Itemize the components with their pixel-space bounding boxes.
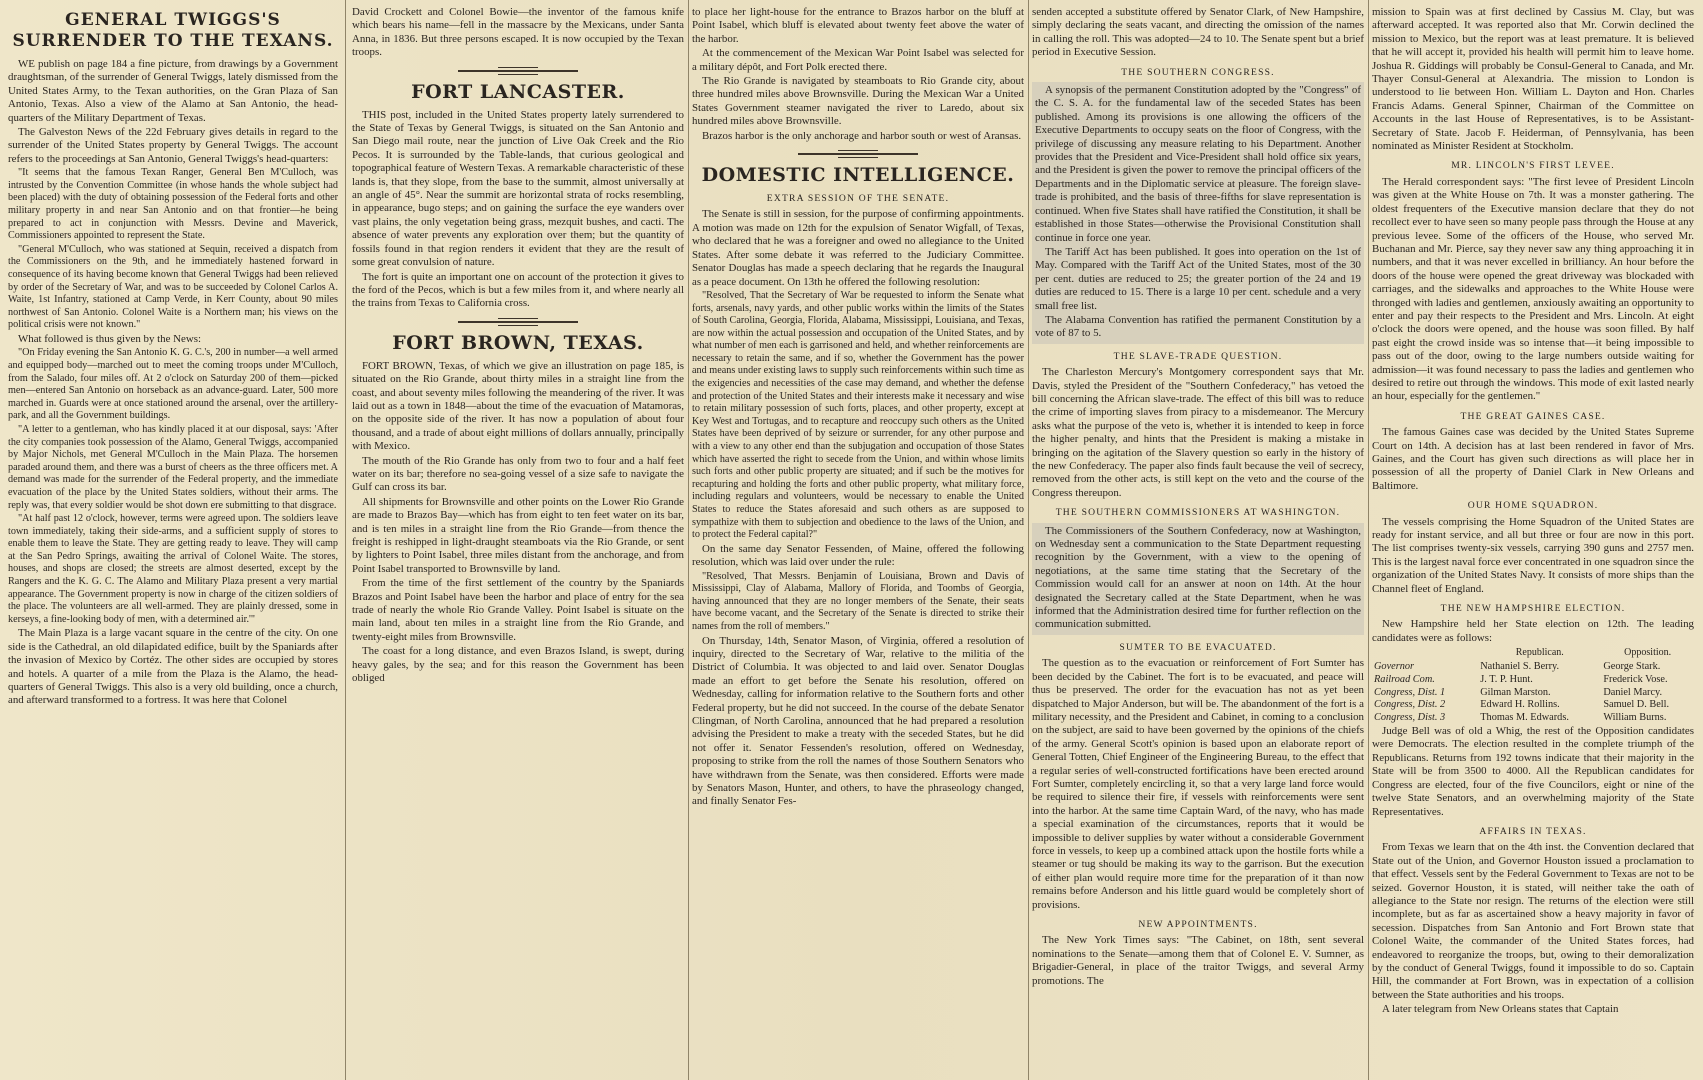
article-paragraph: The Herald correspondent says: "The first levee of President Lincoln was given at the White House on 7th. It was a monster gathering. The oldest frequenters of the Executive mansion declare that they do not recollect ever to have seen so many people pass through the House at any previous levee. Some of the officers of the House, who served Mr. Buchanan and Mr. Pierce, say they never saw any thing approaching it in numbers, and that it was never excelled in brilliancy. An hour before the doors of the house were opened the great driveway was blockaded with carriages, and the sidewalks and approaches to the White House were thronged with ladies and gentlemen, anxiously awaiting an opportunity to enter and pay their respects to the President and Mrs. Lincoln. At eight o'clock the doors were opened, and the house was soon filled. By half past eight the crowd inside was so intense that—it being impossible to pass out of the door, owing to the large numbers outside waiting for admission—it was found necessary to pass the ladies and gentlemen who desired to retire out through the windows. This mode of exit lasted nearly an hour, especially for the gentlemen.": [1372, 175, 1694, 403]
article-paragraph: The mouth of the Rio Grande has only from two to four and a half feet water on its bar; therefore no sea-going vessel of a size safe to navigate the Gulf can cross its bar.: [352, 454, 684, 494]
headline-twiggs-surrender: GENERAL TWIGGS'S SURRENDER TO THE TEXANS.: [12, 10, 334, 51]
article-paragraph: Brazos harbor is the only anchorage and harbor south or west of Aransas.: [702, 129, 1022, 142]
article-paragraph: The Tariff Act has been published. It goes into operation on the 1st of May. Compared with the Tariff Act of the United States, most of the 30 per cent. duties are reduced to 25; the greater portion of the 24 and 19 duties are reduced to 15. There is a large 10 per cent. schedule and a very small free list.: [1035, 245, 1361, 312]
article-paragraph: The Main Plaza is a large vacant square in the centre of the city. On one side is the Cathedral, an old dilapidated edifice, built by the Spaniards after the invasion of Mexico by Cortéz. The other sides are occupied by stores and hotels. A quarter of a mile from the Plaza is the Alamo, the head-quarters of General Twiggs. This also is a very old building, once a church, and afterward transformed to a fortress. It was here that Colonel: [8, 627, 338, 707]
section-divider: [458, 321, 578, 323]
article-paragraph: New Hampshire held her State election on 12th. The leading candidates were as follows:: [1372, 618, 1694, 644]
column-3: [692, 6, 1024, 1074]
candidate-cell: Daniel Marcy.: [1603, 686, 1663, 698]
subheading-southern-commissioners: THE SOUTHERN COMMISSIONERS AT WASHINGTON.: [1055, 507, 1341, 519]
candidates-table: [1372, 646, 1694, 725]
column-5: [1372, 6, 1694, 1074]
article-paragraph: On the same day Senator Fessenden, of Maine, offered the following resolution, which was laid over under the rule:: [692, 542, 1024, 569]
headline-domestic-intelligence: DOMESTIC INTELLIGENCE.: [701, 164, 1015, 187]
office-cell: Governor: [1374, 661, 1415, 673]
article-paragraph: A synopsis of the permanent Constitution adopted by the "Congress" of the C. S. A. for the fundamental law of the seceded States has been published. Among its provisions is one allowing the officers of the Executive Departments to occupy seats on the floor of Congress, with the privilege of discussing any measure relating to his Department. Another provides that the President and Vice-President shall hold office six years, and the President is given the power to remove the principal officers of the Departments and in the Diplomatic service at pleasure. The foreign slave-trade is prohibited, and the basis of three-fifths for slave representation is continued. When five States shall have ratified the Constitution, it shall be established in those States—otherwise the Provisional Constitution shall continue in force one year.: [1035, 84, 1361, 244]
subheading-extra-session: EXTRA SESSION OF THE SENATE.: [766, 193, 950, 205]
office-cell: Congress, Dist. 2: [1374, 699, 1446, 711]
quoted-paragraph: "Resolved, That the Secretary of War be requested to inform the Senate what forts, arsenals, navy yards, and other public works within the limits of the States of South Carolina, Georgia, Florida, Alabama, Mississippi, Louisiana, and Texas, are now within the actual possession and occupation of the United States, and by what number of men each is garrisoned and held, and whether reinforcements are necessary to retain the same, and if so, whether the Government has the power and means under existing laws to supply such reinforcements within such time as the exigencies and necessities of the case may demand, and whether the defense and protection of the United States and their interests make it necessary and wise to retain military possession of such forts, places, and other property, except at Key West and Tortugas, and to recapture and reoccupy such others as the United States have been deprived of by seizure or surrender, for any other purpose and with a view to any other end than the subjugation and occupation of those States which have asserted the right to secede from the Union, and within whose limits such forts and other public property are situated; and if such be the motives for recapturing and holding the forts and other public property, what military force, including regulars and volunteers, would be necessary to enable the United States to reduce the States aforesaid and such others as are supposed to sympathize with them to subjection and obedience to the laws of the Union, and to protect the Federal capital?": [692, 289, 1024, 541]
candidate-cell: Frederick Vose.: [1603, 673, 1668, 685]
office-cell: Railroad Com.: [1374, 673, 1435, 685]
subheading-southern-congress: THE SOUTHERN CONGRESS.: [1121, 66, 1275, 78]
article-paragraph: WE publish on page 184 a fine picture, from drawings by a Government draughtsman, of the surrender of General Twiggs, lately dismissed from the United States Army, to the Texan authorities, on the Gran Plaza of San Antonio, Texas. Also a view of the Alamo at San Antonio, the head-quarters of the Military Department of Texas.: [8, 58, 338, 124]
article-paragraph: THIS post, included in the United States property lately surrendered to the State of Texas by General Twiggs, is situated on the San Antonio and San Diego mail route, near the junction of Live Oak Creek and the Rio Pecos. It is surrounded by the Table-lands, that curious geological and topographical feature of Western Texas. A remarkable characteristic of these lands is, that they slope, from the base to the summit, almost universally at an angle of 45°. Near the summit are horizontal strata of rocks resembling, in appearance, bugo steps; and on gaining the surface the eye wanders over vast plains, the only vegetation being grass, mezquit bushes, and cacti. The absence of water prevents any exploration over them; but the quantity of fossils found in that region renders it evident that they are the result of some great convulsion of nature.: [352, 108, 684, 269]
article-paragraph: The fort is quite an important one on account of the protection it gives to the ford of the Pecos, which is but a few miles from it, and where nearly all the trains from Texas to California cross.: [352, 270, 684, 310]
article-paragraph: From the time of the first settlement of the country by the Spaniards Brazos and Point Isabel have been the harbor and place of entry for the sea trade of nearly the whole Rio Grande Valley. Point Isabel is situate on the main land, about ten miles in a straight line from the Rio Grande, and twenty-eight miles from Brownsville.: [352, 577, 684, 643]
article-paragraph: The Galveston News of the 22d February gives details in regard to the surrender of the United States property by General Twiggs. The account refers to the proceedings at San Antonio, General Twiggs's head-quarters:: [8, 126, 338, 165]
article-paragraph: The Commissioners of the Southern Confederacy, now at Washington, on Wednesday sent a communication to the State Department requesting recognition by the Government, with a view to the opening of negotiations, at the same time stating that the Secretary of the Commission would call for an answer at noon on 14th. At the hour designated the Secretary called at the State Department, when he was informed that the Administration desired time for further reflection on the communication submitted.: [1035, 524, 1361, 631]
office-cell: Congress, Dist. 1: [1374, 686, 1446, 698]
table-header-cell: [1372, 646, 1478, 661]
article-paragraph: Judge Bell was of old a Whig, the rest of the Opposition candidates were Democrats. The election resulted in the complete triumph of the Republicans. Returns from 192 towns indicate that their majority in the State will be from 3500 to 4000. All the Republican candidates for Congress are elected, four of the five Councilors, eight or nine of the twelve State Senators, and an overwhelming majority of the State Representatives.: [1372, 725, 1694, 818]
article-paragraph: The Senate is still in session, for the purpose of confirming appointments. A motion was made on 12th for the expulsion of Senator Wigfall, of Texas, who declared that he was a foreigner and owed no allegiance to the United States. After some debate it was referred to the Judiciary Committee. Senator Douglas has made a speech declaring that he regards the Inaugural as a peace document. On 13th he offered the following resolution:: [692, 208, 1024, 288]
column-rule: [688, 0, 689, 1080]
article-paragraph: The coast for a long distance, and even Brazos Island, is swept, during heavy gales, by the sea; and for this reason the Government has been obliged: [352, 645, 684, 685]
column-1: [8, 6, 338, 1074]
table-row: [1372, 687, 1694, 700]
headline-fort-lancaster: FORT LANCASTER.: [411, 80, 625, 103]
article-paragraph: The Alabama Convention has ratified the permanent Constitution by a vote of 87 to 5.: [1035, 313, 1361, 340]
article-paragraph: On Thursday, 14th, Senator Mason, of Virginia, offered a resolution of inquiry, directed to the Secretary of War, relative to the militia of the District of Columbia. It was objected to and laid over. Senator Douglas made an effort to get before the Senate his resolution, offered on Wednesday, calling for information relative to the Southern forts and other Federal property, but he did not succeed. In the course of the debate Senator Clingman, of North Carolina, announced that he had prepared a resolution advising the President to make a treaty with the seceded States, but he did not offer it. Senator Fessenden's resolution, offered on Wednesday, proposing to strike from the roll the names of those Southern Senators who have withdrawn from the Senate, was then considered. Efforts were made by Senators Mason, Hunter, and others, to have the phraseology changed, and finally Senator Fes-: [692, 634, 1024, 808]
candidate-cell: George Stark.: [1603, 661, 1661, 673]
candidate-cell: Samuel D. Bell.: [1603, 699, 1670, 711]
article-paragraph: mission to Spain was at first declined by Cassius M. Clay, but was afterward accepted. It was reported also that Mr. Corwin declined the mission to Mexico, but the report was at least premature. It is believed that he will accept it, provided his health will permit him to leave home. Joshua R. Giddings will probably be Consul-General to Canada, and Mr. Thayer Consul-General at Alexandria. The mission to London is understood to lie between Hon. William L. Dayton and Hon. Charles Francis Adams. General Spinner, Chairman of the Committee on Accounts in the last House of Representatives, is to be Assistant-Secretary of State. Jacob F. Heiderman, of Pennsylvania, has been nominated as Minister Resident at Stockholm.: [1372, 6, 1694, 153]
subheading-new-appointments: NEW APPOINTMENTS.: [1138, 919, 1258, 930]
office-cell: Congress, Dist. 3: [1374, 712, 1446, 724]
candidate-cell: Thomas M. Edwards.: [1480, 712, 1569, 724]
subheading-affairs-texas: AFFAIRS IN TEXAS.: [1479, 825, 1587, 837]
column-4: [1032, 6, 1364, 1074]
candidate-cell: Gilman Marston.: [1480, 686, 1551, 698]
headline-fort-brown: FORT BROWN, TEXAS.: [392, 331, 644, 354]
article-paragraph: All shipments for Brownsville and other points on the Lower Rio Grande are made to Brazos Bay—which has from eight to ten feet water on its bar, and is ten miles in a straight line from the Rio Grande—from thence the freight is reshipped in light-draught steamboats via the Rio Grande, or sent by lighters to Point Isabel, three miles distant from the anchorage, and from Point Isabel transported to Brownsville by land.: [352, 495, 684, 575]
article-paragraph: The vessels comprising the Home Squadron of the United States are ready for instant service, and all but three or four are now in this port. The list comprises twenty-six vessels, carrying 390 guns and 2757 men. This is the largest naval force ever concentrated in one squadron since the organization of the United States Navy. It consists of more ships than the Channel fleet of England.: [1372, 515, 1694, 595]
candidate-cell: Edward H. Rollins.: [1480, 699, 1560, 711]
quoted-paragraph: "A letter to a gentleman, who has kindly placed it at our disposal, says: 'After the city companies took possession of the Alamo, General Twiggs, accompanied by Major Nichols, met General M'Culloch in the Main Plaza. The horsemen paraded around them, and there was a burst of cheers as the three officers met. A demand was made for the surrender of the Federal property, and the immediate evacuation of the place by the United States soldiers, without their arms. The reply was, that every soldier would be shot down ere submitting to that disgrace.: [8, 423, 338, 511]
quoted-paragraph: "General M'Culloch, who was stationed at Sequin, received a dispatch from the Commissioners on the 9th, and he immediately hastened forward in consequence of its having become known that General Twiggs had been relieved by order of the Secretary of War, and was to be succeeded by Colonel Carlos A. Waite, 1st Infantry, stationed at Camp Verde, in Kerr County, about 90 miles northwest of San Antonio. Colonel Waite is a Northern man; his views on the political crisis were not known.": [8, 243, 338, 331]
subheading-sumter: SUMTER TO BE EVACUATED.: [1119, 641, 1277, 653]
column-rule: [1028, 0, 1029, 1080]
article-paragraph: At the commencement of the Mexican War Point Isabel was selected for a military dépôt, and Fort Polk erected there.: [692, 47, 1024, 73]
article-paragraph: The famous Gaines case was decided by the United States Supreme Court on 14th. A decision has at last been rendered in favor of Mrs. Gaines, and the Court has given such directions as will place her in possession of all the property of Daniel Clark in New Orleans and Baltimore.: [1372, 426, 1694, 492]
article-paragraph: What followed is thus given by the News:: [18, 332, 201, 345]
candidate-cell: J. T. P. Hunt.: [1480, 673, 1533, 685]
table-header-row: [1372, 646, 1694, 661]
highlighted-block: [1032, 523, 1364, 635]
table-header-cell: Opposition.: [1624, 647, 1672, 659]
article-paragraph: The Charleston Mercury's Montgomery correspondent says that Mr. Davis, styled the President of the "Southern Confederacy," has vetoed the bill concerning the African slave-trade. The effect of this bill was to reduce the crime of importing slaves from piracy to a misdemeanor. The Mercury asks what the purpose of the veto is, whether it is intended to keep in force the higher penalty, and hints that the President is making a mistake in bringing on the agitation of the Slavery question so early in the history of the new Confederacy. The paper also finds fault because the veil of secrecy, removed from the other acts, is still kept on the veto and the course of the Congress thereupon.: [1032, 366, 1364, 499]
section-divider: [458, 70, 578, 72]
article-paragraph: The New York Times says: "The Cabinet, on 18th, sent several nominations to the Senate—among them that of Colonel E. V. Sumner, as Brigadier-General, in place of the traitor Twiggs, and several Army promotions. The: [1032, 934, 1364, 987]
subheading-gaines-case: THE GREAT GAINES CASE.: [1460, 410, 1606, 422]
highlighted-block: [1032, 82, 1364, 344]
subheading-home-squadron: OUR HOME SQUADRON.: [1467, 500, 1599, 512]
table-row: [1372, 674, 1694, 687]
quoted-paragraph: "On Friday evening the San Antonio K. G. C.'s, 200 in number—a well armed and equipped body—marched out to meet the coming troops under M'Culloch, from the Salado, four miles off. At 2 o'clock on Saturday 200 of them—picked men—entered San Antonio on horseback as an advance-guard. Later, 500 more marched in. Guards were at once stationed around the arsenal, over the artillery-park, and all the Government buildings.: [8, 347, 338, 422]
table-row: [1372, 699, 1694, 712]
subheading-nh-election: THE NEW HAMPSHIRE ELECTION.: [1440, 603, 1626, 615]
table-row: [1372, 661, 1694, 674]
table-header-cell: Republican.: [1515, 647, 1564, 659]
table-row: [1372, 712, 1694, 725]
quoted-paragraph: "It seems that the famous Texan Ranger, General Ben M'Culloch, was intrusted by the Convention Committee (in whose hands the whole subject had been placed) with the duty of obtaining possession of the Federal forts and other military property in and near San Antonio and on that frontier—he being prepared to act in conjunction with Messrs. Devine and Maverick, Commissioners appointed to represent the State.: [8, 167, 338, 242]
article-paragraph: A later telegram from New Orleans states that Captain: [1382, 1003, 1619, 1016]
subheading-slave-trade: THE SLAVE-TRADE QUESTION.: [1113, 350, 1283, 362]
column-rule: [345, 0, 346, 1080]
article-paragraph: David Crockett and Colonel Bowie—the inventor of the famous knife which bears his name—fell in the massacre by the Mexicans, under Santa Anna, in 1836. But three persons escaped. It is now occupied by the Texan troops.: [352, 6, 684, 59]
article-paragraph: to place her light-house for the entrance to Brazos harbor on the bluff at Point Isabel, which bluff is elevated about twenty feet above the water of the harbor.: [692, 6, 1024, 45]
column-rule: [1368, 0, 1369, 1080]
subheading-lincoln-levee: MR. LINCOLN'S FIRST LEVEE.: [1451, 160, 1615, 172]
section-divider: [798, 153, 918, 155]
article-paragraph: FORT BROWN, Texas, of which we give an illustration on page 185, is situated on the Rio Grande, about thirty miles in a straight line from the coast, and about seventy miles following the meandering of the river. It was laid out as a town in 1848—about the time of the evacuation of Matamoras, on the opposite side of the river. It has now a population of about four thousand, and a trade of about eight millions of dollars annually, principally with Mexico.: [352, 359, 684, 453]
candidate-cell: Nathaniel S. Berry.: [1480, 661, 1560, 673]
article-paragraph: From Texas we learn that on the 4th inst. the Convention declared that State out of the Union, and Governor Houston issued a proclamation to that effect. Vessels sent by the Federal Government to Texas are not to be seized. Governor Houston, it is stated, will neither take the oath of allegiance to the State nor resign. The returns of the election were still incomplete, but as far as ascertained show a heavy majority in favor of secession. Dispatches from San Antonio and Fort Brown state that Colonel Waite, the commander of the United States forces, had endeavored to reorganize the troops, but, owing to their demoralization by the conduct of General Twiggs, found it impossible to do so. Captain Hill, the commander at Fort Brown, was in expectation of a collision between the State authorities and his troops.: [1372, 841, 1694, 1001]
column-2: [352, 6, 684, 1074]
article-paragraph: senden accepted a substitute offered by Senator Clark, of New Hampshire, simply declaring the seats vacant, and directing the omission of the names in calling the roll. This was adopted—24 to 10. The Senate spent but a brief period in Executive Session.: [1032, 6, 1364, 59]
candidate-cell: William Burns.: [1603, 712, 1667, 724]
article-paragraph: The question as to the evacuation or reinforcement of Fort Sumter has been decided by the Cabinet. The fort is to be evacuated, and peace will thus be preserved. The order for the evacuation has not as yet been dispatched to Major Anderson, but will be. The abandonment of the fort is a military necessity, and the President and Cabinet, in coming to a conclusion on the subject, are said to have been governed by the opinions of the chiefs of the army. General Scott's opinion is based upon an elaborate report of General Totten, Chief Engineer of the Engineering Bureau, to the effect that a regular series of well-constructed fortifications have been erected around Fort Sumter, completely encircling it, so that a very large land force would be required to silence their fire, if vessels with reinforcements were sent into the harbor. At the same time Captain Ward, of the navy, who has made a special examination of the circumstances, reports that it would be impossible to deliver supplies by water without a considerable Government force in vessels, to keep up a combined attack upon the hostile forts while a steamer or tug should be making its way to the garrison. But the execution of either plan would require more time for the preparation of it than now remains before Anderson and his little guard would be completely short of provisions.: [1032, 657, 1364, 911]
quoted-paragraph: "At half past 12 o'clock, however, terms were agreed upon. The soldiers leave town immediately, taking their side-arms, and a sufficient supply of stores to enable them to leave the State. They are getting ready to leave. They will camp at the San Pedro Springs, awaiting the arrival of Colonel Waite. The stores, houses, and shops are closed; the streets are almost deserted, except by the Rangers and the K. G. C. The Alamo and Military Plaza present a very martial appearance. The Government property is now in charge of the citizen soldiers of the place. The volunteers are all well-armed. They are plainly dressed, some in kerseys, a fine-looking body of men, with a determined air.'": [8, 513, 338, 625]
article-paragraph: The Rio Grande is navigated by steamboats to Rio Grande city, about three hundred miles above Brownsville. During the Mexican War a United States Government steamer navigated the river to Laredo, about six hundred miles above Brownsville.: [692, 75, 1024, 128]
quoted-paragraph: "Resolved, That Messrs. Benjamin of Louisiana, Brown and Davis of Mississippi, Clay of Alabama, Mallory of Florida, and Toombs of Georgia, having announced that they are no longer members of the Senate, their seats have become vacant, and the Secretary of the Senate is directed to strike their names from the roll of members.": [692, 570, 1024, 632]
